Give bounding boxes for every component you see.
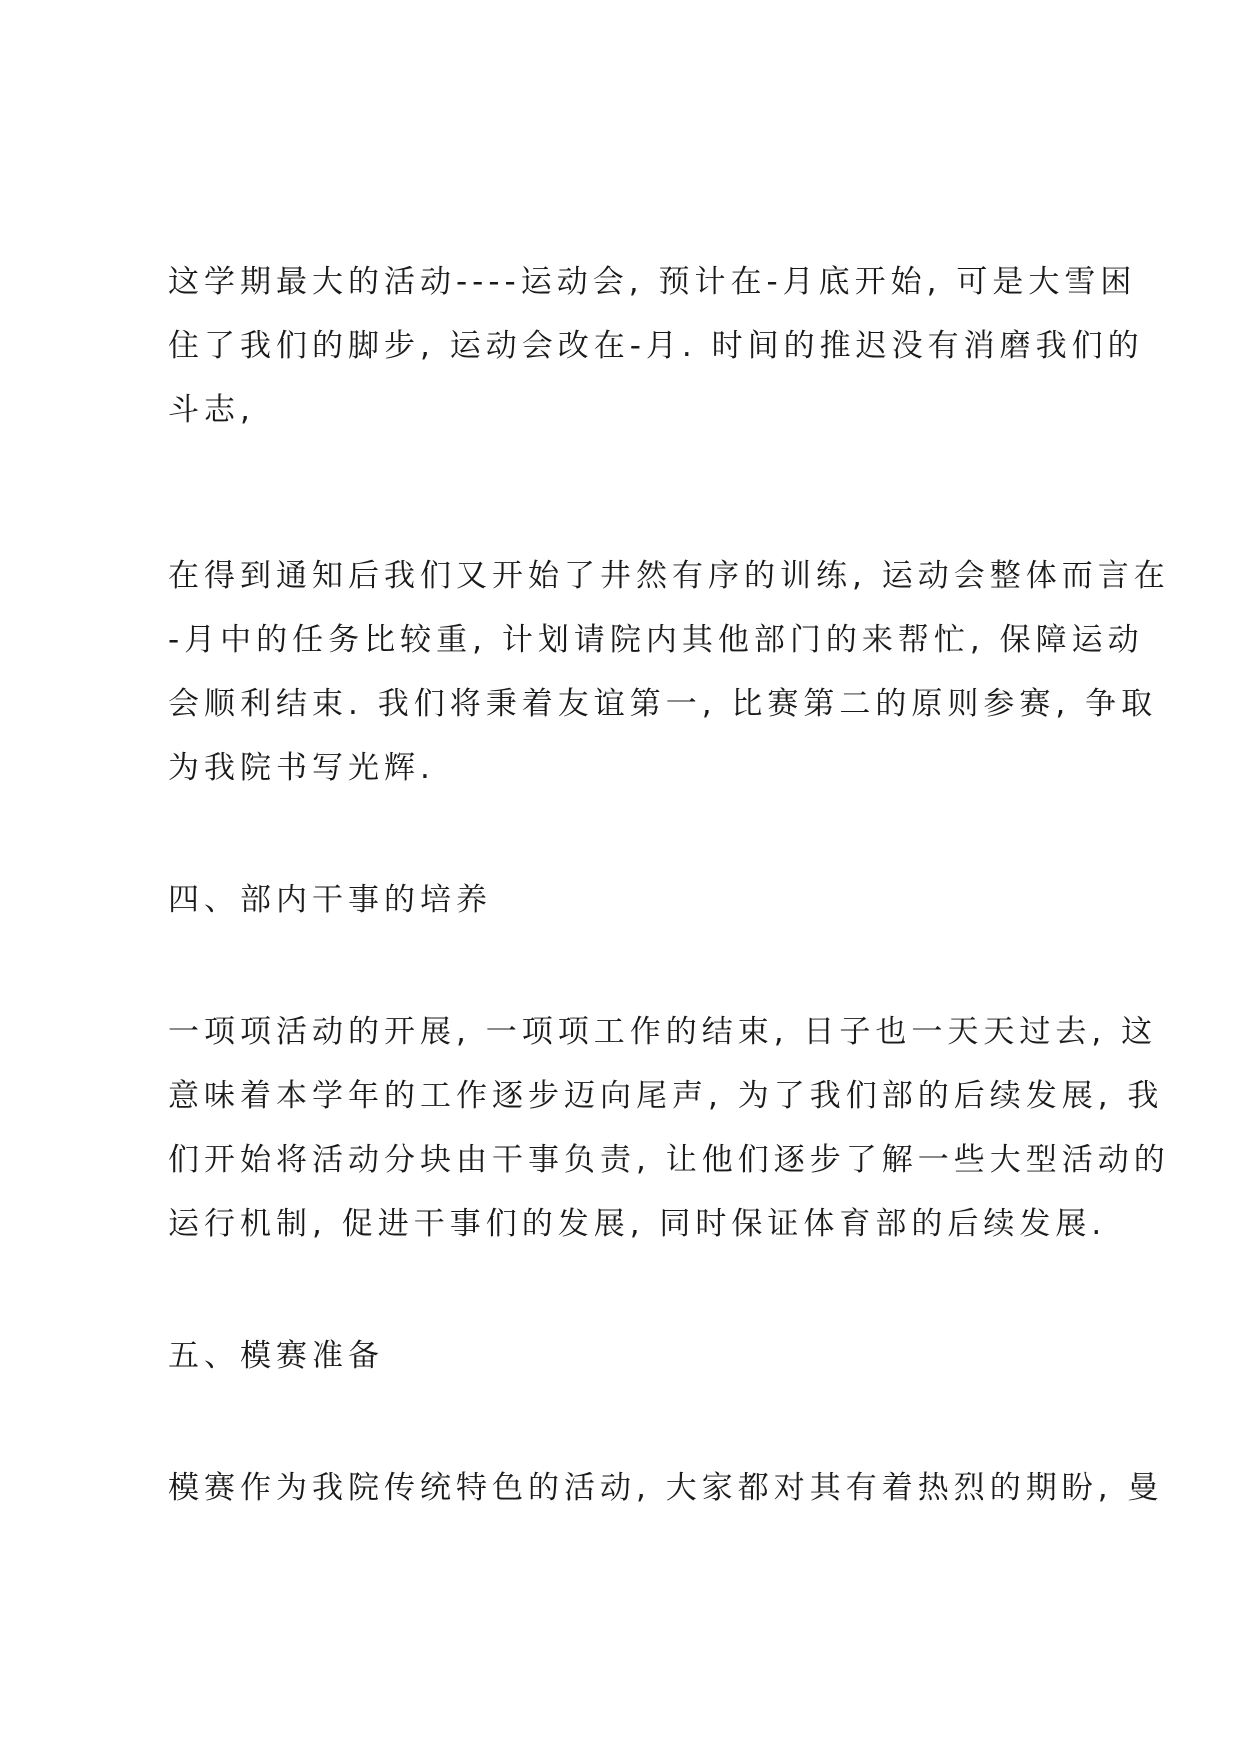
paragraph-3-line-1: 一项项活动的开展, 一项项工作的结束, 日子也一天天过去, 这 [168,1014,1158,1050]
paragraph-4-line-1: 模赛作为我院传统特色的活动, 大家都对其有着热烈的期盼, 曼 [168,1470,1164,1506]
paragraph-1-line-1: 这学期最大的活动----运动会, 预计在-月底开始, 可是大雪困 [168,264,1137,300]
paragraph-2-line-2: -月中的任务比较重, 计划请院内其他部门的来帮忙, 保障运动 [168,622,1144,658]
paragraph-1-line-3: 斗志, [168,392,255,428]
paragraph-2-line-1: 在得到通知后我们又开始了井然有序的训练, 运动会整体而言在 [168,558,1170,594]
paragraph-1-line-2: 住了我们的脚步, 运动会改在-月. 时间的推迟没有消磨我们的 [168,328,1144,364]
paragraph-3-line-4: 运行机制, 促进干事们的发展, 同时保证体育部的后续发展. [168,1206,1107,1242]
section-heading-5: 五、模赛准备 [168,1338,384,1374]
paragraph-2-line-4: 为我院书写光辉. [168,750,435,786]
paragraph-3-line-3: 们开始将活动分块由干事负责, 让他们逐步了解一些大型活动的 [168,1142,1170,1178]
section-heading-4: 四、部内干事的培养 [168,882,492,918]
paragraph-3-line-2: 意味着本学年的工作逐步迈向尾声, 为了我们部的后续发展, 我 [168,1078,1164,1114]
paragraph-2-line-3: 会顺利结束. 我们将秉着友谊第一, 比赛第二的原则参赛, 争取 [168,686,1158,722]
